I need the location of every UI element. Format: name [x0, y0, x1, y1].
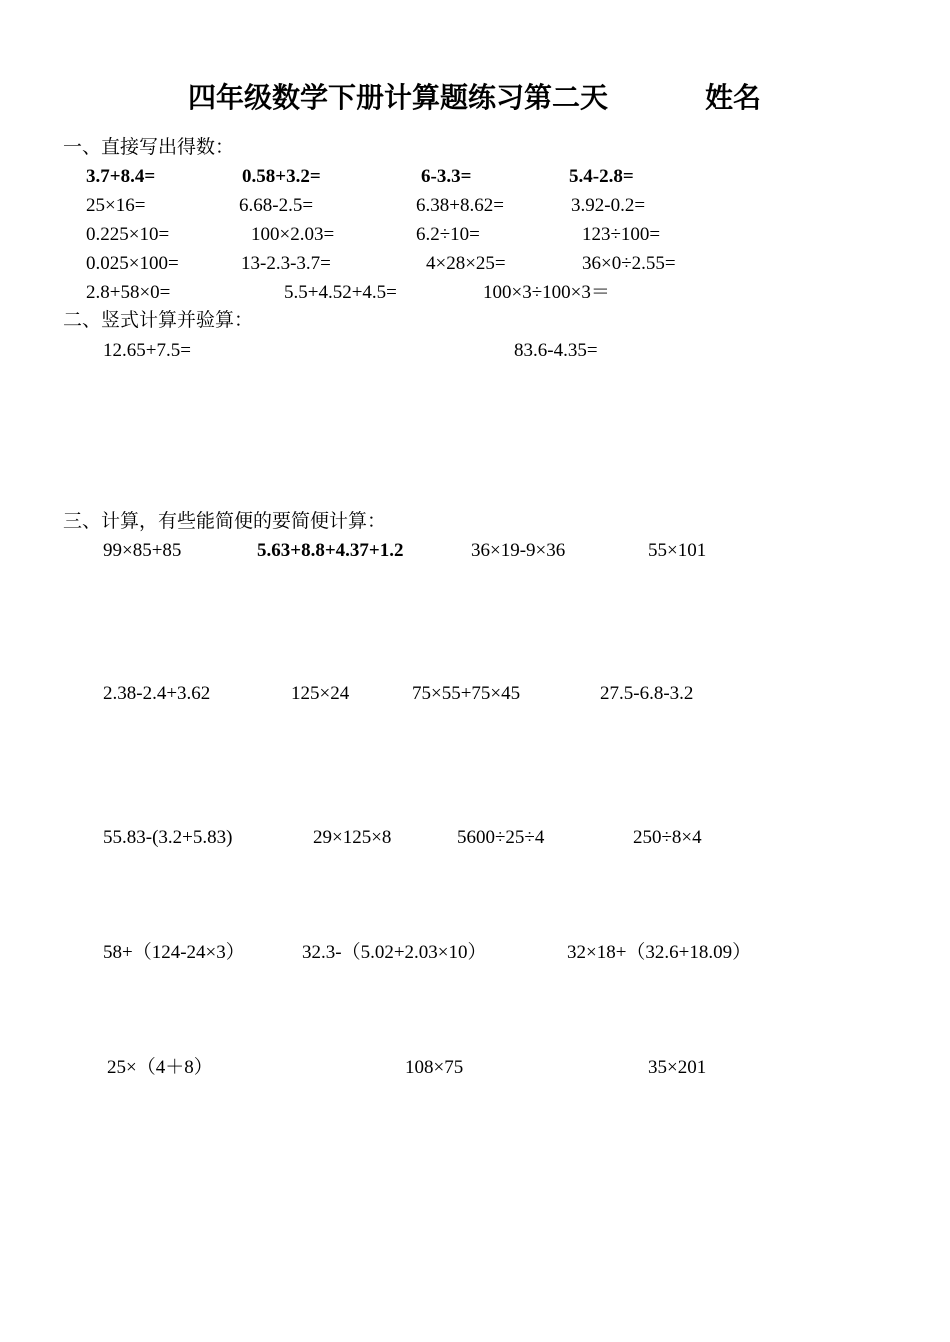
problem: 6.38+8.62= — [416, 195, 504, 216]
problem: 58+（124-24×3） — [103, 942, 245, 963]
section2-heading: 二、竖式计算并验算： — [63, 309, 254, 331]
problem: 3.92-0.2= — [571, 195, 646, 216]
section3-heading: 三、计算，有些能简便的要简便计算： — [63, 510, 387, 532]
problem: 125×24 — [291, 683, 350, 704]
problem: 5.63+8.8+4.37+1.2 — [257, 540, 404, 561]
problem: 99×85+85 — [103, 540, 182, 561]
problem: 36×0÷2.55= — [582, 253, 676, 274]
problem: 4×28×25= — [426, 253, 506, 274]
problem: 29×125×8 — [313, 827, 392, 848]
page-title: 四年级数学下册计算题练习第二天 — [188, 81, 609, 114]
problem: 25×16= — [86, 195, 146, 216]
problem: 6-3.3= — [421, 166, 472, 187]
problem: 0.225×10= — [86, 224, 170, 245]
problem: 83.6-4.35= — [514, 340, 598, 361]
problem: 75×55+75×45 — [412, 683, 521, 704]
problem: 5600÷25÷4 — [457, 827, 545, 848]
name-label: 姓名 — [705, 81, 762, 114]
problem: 0.58+3.2= — [242, 166, 321, 187]
problem: 6.2÷10= — [416, 224, 480, 245]
problem: 27.5-6.8-3.2 — [600, 683, 694, 704]
problem: 25×（4＋8） — [107, 1057, 213, 1078]
problem: 12.65+7.5= — [103, 340, 191, 361]
problem: 35×201 — [648, 1057, 707, 1078]
problem: 32×18+（32.6+18.09） — [567, 942, 752, 963]
problem: 2.38-2.4+3.62 — [103, 683, 211, 704]
problem: 100×2.03= — [251, 224, 335, 245]
problem: 3.7+8.4= — [86, 166, 156, 187]
problem: 6.68-2.5= — [239, 195, 314, 216]
problem: 55.83-(3.2+5.83) — [103, 827, 233, 848]
problem: 5.4-2.8= — [569, 166, 634, 187]
section1-heading: 一、直接写出得数： — [63, 136, 235, 158]
problem: 100×3÷100×3＝ — [483, 282, 610, 303]
problem: 55×101 — [648, 540, 707, 561]
problem: 0.025×100= — [86, 253, 179, 274]
problem: 32.3-（5.02+2.03×10） — [302, 942, 487, 963]
problem: 13-2.3-3.7= — [241, 253, 331, 274]
problem: 2.8+58×0= — [86, 282, 171, 303]
problem: 108×75 — [405, 1057, 464, 1078]
problem: 250÷8×4 — [633, 827, 702, 848]
problem: 5.5+4.52+4.5= — [284, 282, 397, 303]
problem: 123÷100= — [582, 224, 661, 245]
problem: 36×19-9×36 — [471, 540, 566, 561]
